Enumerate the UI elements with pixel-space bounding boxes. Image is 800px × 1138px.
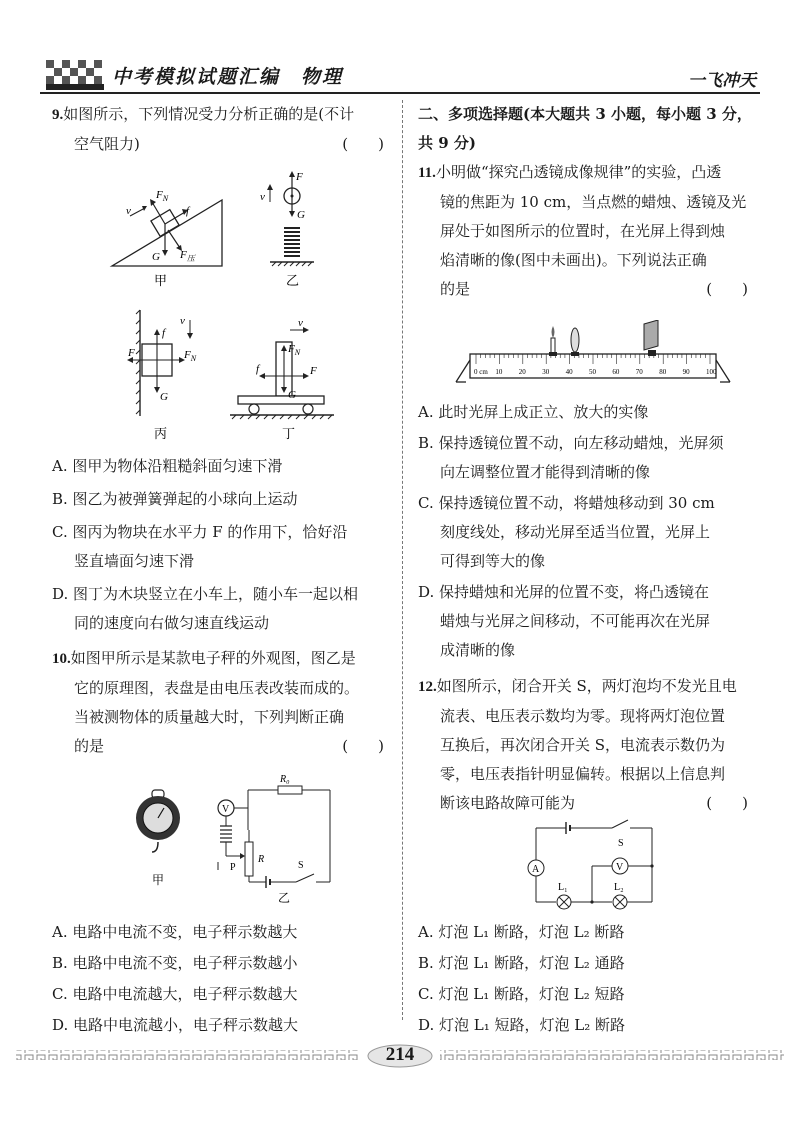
header-brand: 一飞冲天 — [688, 71, 756, 91]
svg-text:v: v — [180, 315, 185, 327]
q9-option-d[interactable]: D. 图丁为木块竖立在小车上，随小车一起以相 — [52, 585, 359, 603]
question-9 — [52, 100, 392, 159]
q9-option-a[interactable]: A. 图甲为物体沿粗糙斜面匀速下滑 — [52, 457, 283, 475]
q10-label-yi: 乙 — [278, 891, 291, 905]
svg-text:R₀: R₀ — [280, 774, 290, 785]
q10-stem-line2: 它的原理图，表盘是由电压表改装而成的。 — [74, 679, 360, 697]
q11-answer-paren: ( ) — [706, 280, 748, 298]
q9-label-ding: 丁 — [282, 426, 296, 441]
svg-text:f: f — [186, 205, 190, 217]
svg-text:P: P — [230, 862, 236, 873]
section-2-heading — [418, 100, 756, 158]
q9-option-c-cont: 竖直墙面匀速下滑 — [74, 552, 195, 570]
ruler-tick-label: 70 — [635, 368, 643, 376]
svg-text:F: F — [128, 347, 135, 359]
q12-option-b[interactable]: B. 灯泡 L₁ 断路，灯泡 L₂ 通路 — [418, 954, 625, 972]
page-number: 214 — [385, 1044, 415, 1065]
q11-option-c[interactable]: C. 保持透镜位置不动，将蜡烛移动到 30 cm — [418, 494, 715, 512]
q12-option-a[interactable]: A. 灯泡 L₁ 断路，灯泡 L₂ 断路 — [418, 923, 625, 941]
q10-figures — [130, 770, 360, 910]
q11-option-a[interactable]: A. 此时光屏上成正立、放大的实像 — [418, 403, 649, 421]
q11-option-d-cont1: 蜡烛与光屏之间移动，不可能再次在光屏 — [440, 612, 711, 630]
q10-option-b[interactable]: B. 电路中电流不变，电子秤示数越小 — [52, 954, 298, 972]
q12-option-c[interactable]: C. 灯泡 L₁ 断路，灯泡 L₂ 短路 — [418, 985, 625, 1003]
svg-text:v: v — [298, 317, 303, 329]
q12-circuit — [520, 818, 670, 916]
q11-option-c-cont1: 刻度线处，移动光屏至适当位置，光屏上 — [440, 523, 711, 541]
q9-label-jia: 甲 — [154, 273, 168, 288]
svg-text:L₂: L₂ — [614, 882, 624, 893]
svg-text:A: A — [532, 864, 540, 875]
q10-fig-yi-circuit — [218, 774, 330, 905]
q11-option-d[interactable]: D. 保持蜡烛和光屏的位置不变，将凸透镜在 — [418, 583, 710, 601]
q11-option-d-cont2: 成清晰的像 — [440, 641, 516, 659]
svg-text:V: V — [616, 862, 624, 873]
q12-answer-paren: ( ) — [706, 794, 748, 812]
q10-fig-jia-scale — [136, 790, 180, 887]
q11-option-c-cont2: 可得到等大的像 — [440, 552, 546, 570]
svg-text:v: v — [126, 205, 131, 217]
q12-option-d[interactable]: D. 灯泡 L₁ 短路，灯泡 L₂ 断路 — [418, 1016, 626, 1034]
section-2-line1: 二、多项选择题(本大题共 3 小题，每小题 3 分， — [418, 105, 752, 123]
q11-options — [418, 398, 756, 665]
q10-number: 10. — [52, 651, 71, 667]
q10-answer-paren: ( ) — [342, 737, 384, 755]
ruler-tick-label: 90 — [682, 368, 690, 376]
svg-text:G: G — [297, 209, 305, 221]
q11-number: 11. — [418, 165, 436, 181]
ruler-tick-label: 0 cm — [474, 368, 488, 376]
q9-options — [52, 452, 392, 638]
q12-stem-line2: 流表、电压表示数均为零。现将两灯泡位置 — [440, 707, 726, 725]
svg-text:FN: $F_N$ — [184, 349, 197, 363]
q11-stem-line3: 屏处于如图所示的位置时，在光屏上得到烛 — [440, 222, 726, 240]
svg-text:FN: $F_N$ — [288, 343, 301, 357]
q12-number: 12. — [418, 679, 437, 695]
q10-stem-line4: 的是 — [74, 737, 105, 755]
svg-text:v: v — [260, 191, 265, 203]
q10-stem-line3: 当被测物体的质量越大时，下列判断正确 — [74, 708, 345, 726]
ruler-tick-label: 80 — [659, 368, 667, 376]
q9-label-bing: 丙 — [154, 426, 168, 441]
svg-text:S: S — [618, 838, 624, 849]
section-2-line2: 共 9 分) — [418, 134, 476, 152]
svg-text:L₁: L₁ — [558, 882, 568, 893]
header-title: 中考模拟试题汇编 物理 — [112, 66, 344, 88]
ruler-tick-label: 60 — [612, 368, 620, 376]
q11-stem-line2: 镜的焦距为 10 cm，当点燃的蜡烛、透镜及光 — [440, 193, 747, 211]
q12-options — [418, 918, 756, 1040]
q9-fig-yi — [260, 171, 314, 288]
svg-text:F: F — [310, 365, 317, 377]
q9-fig-bing — [127, 310, 197, 441]
q9-answer-paren: ( ) — [342, 135, 384, 153]
svg-text:F压: $F_压$ — [180, 249, 195, 263]
q9-fig-ding — [230, 317, 334, 441]
ruler-tick-label: 20 — [518, 368, 526, 376]
q11-stem-line4: 焰清晰的像(图中未画出)。下列说法正确 — [440, 251, 707, 269]
svg-text:V: V — [222, 804, 230, 815]
ruler-tick-label: 40 — [565, 368, 573, 376]
q9-figures — [100, 168, 350, 443]
q12-stem-line3: 互换后，再次闭合开关 S，电流表示数仍为 — [440, 736, 726, 754]
svg-text:F: F — [296, 171, 303, 183]
ruler-tick-label: 30 — [542, 368, 550, 376]
q10-label-jia: 甲 — [152, 873, 165, 887]
q12-stem-line1: 如图所示，闭合开关 S，两灯泡均不发光且电 — [436, 677, 737, 695]
question-12 — [418, 672, 756, 818]
q9-stem-line1: 如图所示，下列情况受力分析正确的是(不计 — [63, 105, 355, 123]
svg-text:S: S — [298, 860, 304, 871]
q9-stem-line2: 空气阻力) — [74, 135, 140, 153]
question-10 — [52, 644, 392, 761]
q12-stem-line4: 零，电压表指针明显偏转。根据以上信息判 — [440, 765, 726, 783]
q9-fn-label: $F_N$ — [156, 189, 169, 203]
q10-stem-line1: 如图甲所示是某款电子秤的外观图，图乙是 — [70, 649, 356, 667]
q9-option-c[interactable]: C. 图丙为物块在水平力 F 的作用下，恰好沿 — [52, 523, 348, 541]
svg-text:G: G — [152, 251, 160, 263]
q10-option-d[interactable]: D. 电路中电流越小，电子秤示数越大 — [52, 1016, 299, 1034]
svg-text:R: R — [258, 854, 265, 865]
header-checker-decoration — [46, 60, 104, 90]
column-divider — [402, 100, 403, 1020]
q11-stem-line1: 小明做“探究凸透镜成像规律”的实验，凸透 — [435, 163, 722, 181]
ruler-tick-label: 50 — [589, 368, 596, 376]
ruler-tick-label: 100 — [706, 368, 717, 376]
q12-stem-line5: 断该电路故障可能为 — [440, 794, 576, 812]
question-11 — [418, 158, 756, 304]
q9-option-d-cont: 同的速度向右做匀速直线运动 — [74, 614, 270, 632]
q9-fig-jia — [112, 189, 222, 288]
svg-text:f: f — [256, 363, 260, 375]
svg-text:f: f — [162, 327, 166, 339]
q11-option-b[interactable]: B. 保持透镜位置不动，向左移动蜡烛，光屏须 — [418, 434, 724, 452]
svg-text:G: G — [160, 391, 168, 403]
q11-option-b-cont: 向左调整位置才能得到清晰的像 — [440, 463, 651, 481]
q9-option-b[interactable]: B. 图乙为被弹簧弹起的小球向上运动 — [52, 490, 298, 508]
svg-text:G: G — [288, 389, 296, 401]
q9-number: 9. — [52, 107, 64, 123]
q11-stem-line5: 的是 — [440, 280, 471, 298]
header-rule — [40, 92, 760, 94]
q10-options — [52, 918, 392, 1040]
q10-option-c[interactable]: C. 电路中电流越大，电子秤示数越大 — [52, 985, 298, 1003]
q11-optical-bench — [452, 320, 734, 392]
q9-label-yi: 乙 — [286, 273, 300, 288]
q10-option-a[interactable]: A. 电路中电流不变，电子秤示数越大 — [52, 923, 298, 941]
ruler-tick-label: 10 — [495, 368, 503, 376]
